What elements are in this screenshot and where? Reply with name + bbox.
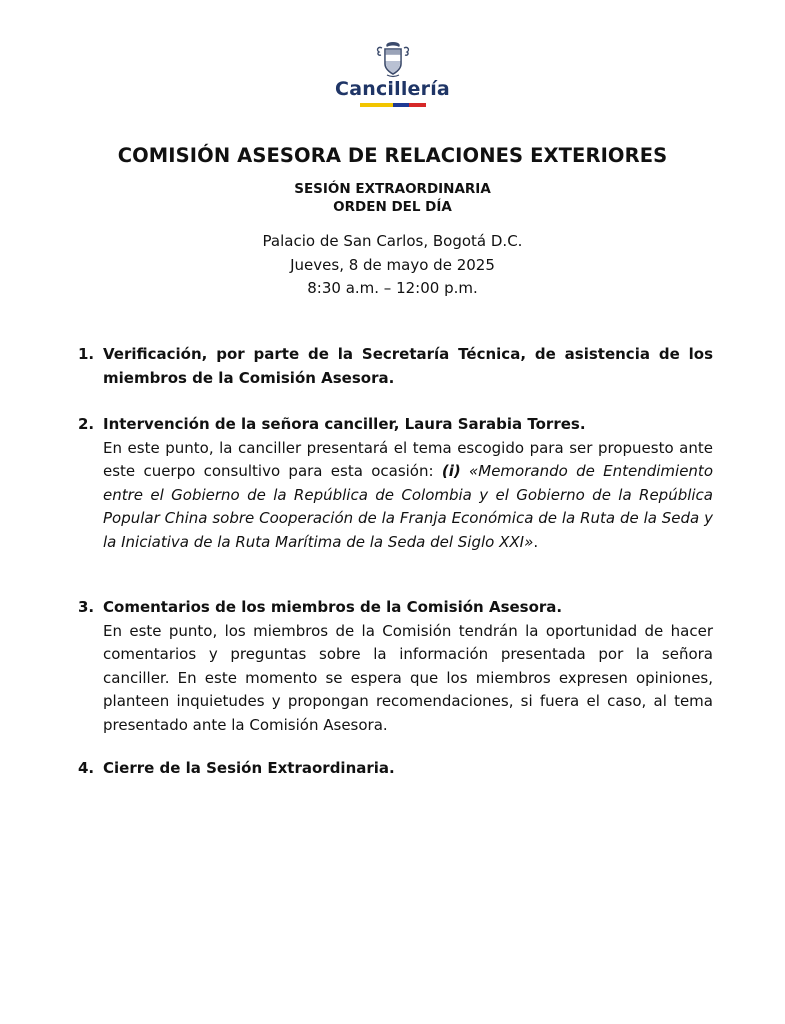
flag-stripe <box>360 103 426 107</box>
agenda-item <box>78 413 713 555</box>
item-heading: Intervención de la señora canciller, Laura Sarabia Torres. <box>103 415 586 433</box>
item-heading: Cierre de la Sesión Extraordinaria. <box>103 759 395 777</box>
agenda-item <box>78 343 713 390</box>
location: Palacio de San Carlos, Bogotá D.C. <box>262 232 523 250</box>
item-number: 3. <box>78 598 95 616</box>
date: Jueves, 8 de mayo de 2025 <box>290 256 495 274</box>
item-heading: Verificación, por parte de la Secretaría Técnica, de asistencia de los miembros de la Comisión Asesora. <box>103 345 713 387</box>
item-heading: Comentarios de los miembros de la Comisión Asesora. <box>103 598 563 616</box>
item-number: 1. <box>78 345 95 363</box>
coat-of-arms-icon <box>373 40 413 78</box>
time: 8:30 a.m. – 12:00 p.m. <box>307 279 478 297</box>
agenda-label: ORDEN DEL DÍA <box>333 199 452 215</box>
item-body: En este punto, la canciller presentará el tema escogido para ser propuesto ante este cuerpo consultivo para esta ocasión: (i) «Memorando de Entendimiento entre el Gobierno de la República de Colombia y el Gobierno de la República Popular China sobre Cooperación de la Franja Económica de la Ruta de la Seda y la Iniciativa de la Ruta Marítima de la Seda del Siglo XXI». <box>103 438 713 551</box>
session-type: SESIÓN EXTRAORDINARIA <box>294 181 491 197</box>
item-body: En este punto, los miembros de la Comisión tendrán la oportunidad de hacer comentarios y preguntas sobre la información presentada por la señora canciller. En este momento se espera que los miembros expresen opiniones, planteen inquietudes y propongan recomendaciones, si fuera el caso, al tema presentado ante la Comisión Asesora. <box>103 621 713 734</box>
item-number: 2. <box>78 415 95 433</box>
agenda-item <box>78 757 713 781</box>
agenda-item <box>78 596 713 738</box>
cancilleria-logo <box>0 40 785 107</box>
item-number: 4. <box>78 759 95 777</box>
page-title: COMISIÓN ASESORA DE RELACIONES EXTERIORES <box>117 144 668 167</box>
brand-name: Cancillería <box>335 78 450 100</box>
